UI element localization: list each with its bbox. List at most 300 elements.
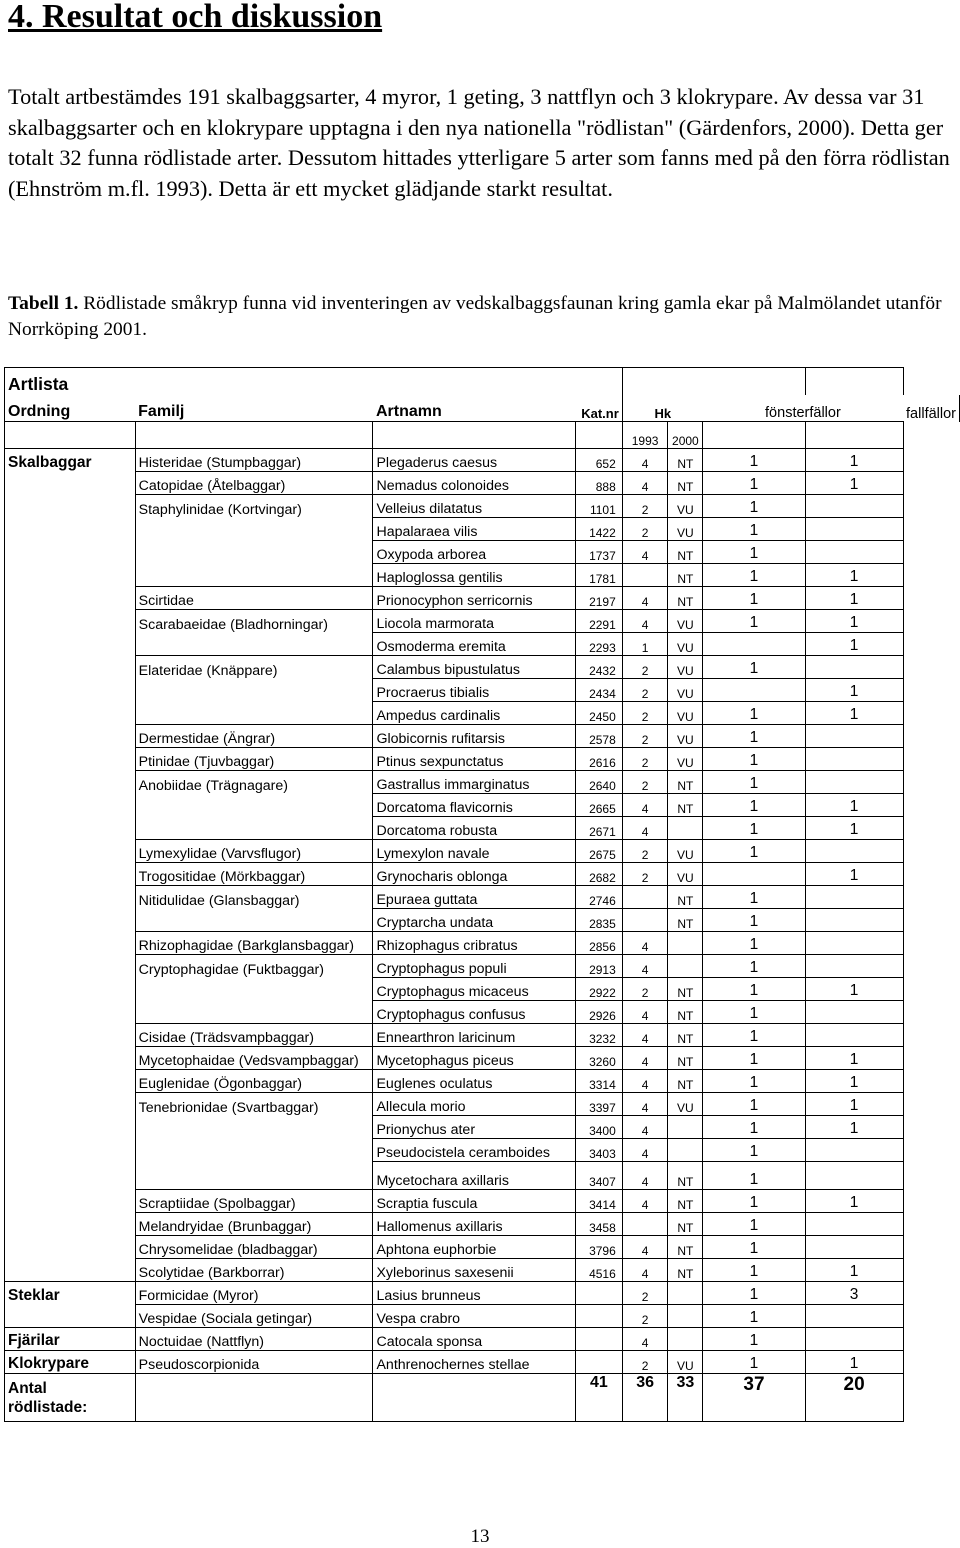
fallfallor-cell <box>805 656 903 679</box>
fallfallor-cell: 1 <box>805 817 903 840</box>
katnr-cell <box>576 1305 623 1328</box>
ordning-cell <box>5 1093 136 1116</box>
fallfallor-cell <box>805 725 903 748</box>
hk-2000-cell: NT <box>668 909 703 932</box>
fonsterfallor-cell: 1 <box>703 702 805 725</box>
fonsterfallor-cell: 1 <box>703 1024 805 1047</box>
table-row <box>5 564 960 587</box>
hk-1993-cell: 4 <box>622 1024 668 1047</box>
familj-cell: Dermestidae (Ängrar) <box>135 725 373 748</box>
table-row <box>5 656 960 679</box>
artnamn-cell: Prionocyphon serricornis <box>373 587 576 610</box>
fallfallor-cell: 1 <box>805 863 903 886</box>
table-row <box>5 610 960 633</box>
artnamn-cell: Xyleborinus saxesenii <box>373 1259 576 1282</box>
table-row <box>5 1190 960 1213</box>
artnamn-cell: Dorcatoma robusta <box>373 817 576 840</box>
fallfallor-cell <box>805 1305 903 1328</box>
katnr-cell: 2746 <box>576 886 623 909</box>
hk-1993-cell: 2 <box>622 840 668 863</box>
hk-2000-cell: VU <box>668 656 703 679</box>
fonsterfallor-cell: 1 <box>703 817 805 840</box>
familj-cell: Formicidae (Myror) <box>135 1282 373 1305</box>
hk-2000-cell: NT <box>668 541 703 564</box>
familj-cell <box>135 909 373 932</box>
table-row <box>5 1139 960 1162</box>
table-row <box>5 1236 960 1259</box>
artnamn-cell: Hallomenus axillaris <box>373 1213 576 1236</box>
hk-2000-cell: NT <box>668 886 703 909</box>
hk-2000-cell <box>668 817 703 840</box>
header-year-2000: 2000 <box>668 422 703 449</box>
table-caption <box>8 291 958 343</box>
fallfallor-cell: 1 <box>805 472 903 495</box>
hk-1993-cell: 4 <box>622 1162 668 1190</box>
hk-2000-cell <box>668 1282 703 1305</box>
hk-2000-cell: VU <box>668 702 703 725</box>
hk-2000-cell: NT <box>668 472 703 495</box>
ordning-cell <box>5 1070 136 1093</box>
ordning-cell <box>5 702 136 725</box>
fonsterfallor-cell: 1 <box>703 564 805 587</box>
artnamn-cell: Aphtona euphorbie <box>373 1236 576 1259</box>
fallfallor-cell <box>805 1139 903 1162</box>
table-row <box>5 1351 960 1374</box>
fallfallor-cell: 1 <box>805 1351 903 1374</box>
ordning-cell: Skalbaggar <box>5 449 136 472</box>
artnamn-cell: Rhizophagus cribratus <box>373 932 576 955</box>
artnamn-cell: Cryptarcha undata <box>373 909 576 932</box>
familj-cell: Euglenidae (Ögonbaggar) <box>135 1070 373 1093</box>
katnr-cell: 3407 <box>576 1162 623 1190</box>
ordning-cell <box>5 725 136 748</box>
fallfallor-cell: 3 <box>805 1282 903 1305</box>
katnr-cell: 2856 <box>576 932 623 955</box>
artnamn-cell: Ptinus sexpunctatus <box>373 748 576 771</box>
katnr-cell: 3314 <box>576 1070 623 1093</box>
katnr-cell: 2293 <box>576 633 623 656</box>
fallfallor-cell: 1 <box>805 679 903 702</box>
fallfallor-cell <box>805 1236 903 1259</box>
katnr-cell: 3796 <box>576 1236 623 1259</box>
year-row <box>5 422 960 449</box>
fonsterfallor-cell: 1 <box>703 472 805 495</box>
fonsterfallor-cell: 1 <box>703 771 805 794</box>
hk-2000-cell <box>668 1116 703 1139</box>
artnamn-cell: Hapalaraea vilis <box>373 518 576 541</box>
katnr-cell <box>576 1351 623 1374</box>
artnamn-cell: Mycetochara axillaris <box>373 1162 576 1190</box>
fallfallor-cell: 1 <box>805 610 903 633</box>
hk-1993-cell: 4 <box>622 817 668 840</box>
table-title: Artlista <box>5 368 623 395</box>
familj-cell: Trogositidae (Mörkbaggar) <box>135 863 373 886</box>
artnamn-cell: Gastrallus immarginatus <box>373 771 576 794</box>
table-row <box>5 748 960 771</box>
fallfallor-cell <box>805 840 903 863</box>
table-row <box>5 771 960 794</box>
table-row <box>5 1047 960 1070</box>
hk-1993-cell: 4 <box>622 1093 668 1116</box>
familj-cell: Tenebrionidae (Svartbaggar) <box>135 1093 373 1116</box>
ordning-cell <box>5 564 136 587</box>
hk-2000-cell <box>668 932 703 955</box>
fonsterfallor-cell: 1 <box>703 909 805 932</box>
hk-2000-cell: VU <box>668 863 703 886</box>
familj-cell: Cryptophagidae (Fuktbaggar) <box>135 955 373 978</box>
fonsterfallor-cell: 1 <box>703 840 805 863</box>
katnr-cell: 2926 <box>576 1001 623 1024</box>
familj-cell <box>135 1139 373 1162</box>
familj-cell: Cisidae (Trädsvampbaggar) <box>135 1024 373 1047</box>
hk-2000-cell <box>668 1305 703 1328</box>
fonsterfallor-cell <box>703 679 805 702</box>
table-row <box>5 886 960 909</box>
hk-1993-cell: 2 <box>622 702 668 725</box>
familj-cell <box>135 794 373 817</box>
ordning-cell <box>5 794 136 817</box>
fonsterfallor-cell: 1 <box>703 541 805 564</box>
ordning-cell: Fjärilar <box>5 1328 136 1351</box>
hk-1993-cell: 4 <box>622 587 668 610</box>
fonsterfallor-cell: 1 <box>703 1328 805 1351</box>
fallfallor-cell: 1 <box>805 1116 903 1139</box>
hk-1993-cell <box>622 1213 668 1236</box>
hk-1993-cell: 2 <box>622 978 668 1001</box>
hk-1993-cell: 4 <box>622 955 668 978</box>
ordning-cell <box>5 518 136 541</box>
fonsterfallor-cell: 1 <box>703 1139 805 1162</box>
ordning-cell: Steklar <box>5 1282 136 1305</box>
fallfallor-cell <box>805 748 903 771</box>
hk-2000-cell: NT <box>668 794 703 817</box>
ordning-cell <box>5 978 136 1001</box>
header-fonsterfallor: fönsterfällor <box>765 405 841 421</box>
title-row <box>5 368 960 395</box>
artnamn-cell: Liocola marmorata <box>373 610 576 633</box>
artnamn-cell: Allecula morio <box>373 1093 576 1116</box>
familj-cell <box>135 518 373 541</box>
fallfallor-cell: 1 <box>805 449 903 472</box>
artnamn-cell: Velleius dilatatus <box>373 495 576 518</box>
hk-2000-cell: NT <box>668 564 703 587</box>
familj-cell: Scraptiidae (Spolbaggar) <box>135 1190 373 1213</box>
table-row <box>5 1070 960 1093</box>
ordning-cell <box>5 1116 136 1139</box>
hk-1993-cell: 2 <box>622 1351 668 1374</box>
fallfallor-cell: 1 <box>805 794 903 817</box>
fonsterfallor-cell: 1 <box>703 518 805 541</box>
results-paragraph: Totalt artbestämdes 191 skalbaggsarter, 4 myror, 1 geting, 3 nattflyn och 3 klokrypare. Av dessa var 31 skalbaggsarter och en klokrypare upptagna i den nya nationella "rödlistan" (Gärdenfors, 2000). Detta ger totalt 32 funna rödlistade arter. Dessutom hittades ytterligare 5 arter som fanns med på den förra rödlistan (Ehnström m.fl. 1993). Detta är ett mycket glädjande starkt resultat. <box>8 84 950 201</box>
table-row <box>5 909 960 932</box>
familj-cell <box>135 817 373 840</box>
hk-2000-cell: VU <box>668 1093 703 1116</box>
hk-1993-cell: 4 <box>622 449 668 472</box>
artnamn-cell: Lymexylon navale <box>373 840 576 863</box>
hk-2000-cell <box>668 1139 703 1162</box>
species-table <box>4 367 960 1422</box>
fallfallor-cell <box>805 541 903 564</box>
table-row <box>5 518 960 541</box>
fonsterfallor-cell: 1 <box>703 1093 805 1116</box>
katnr-cell: 888 <box>576 472 623 495</box>
ordning-cell <box>5 840 136 863</box>
hk-1993-cell: 2 <box>622 518 668 541</box>
fonsterfallor-cell: 1 <box>703 1190 805 1213</box>
total-fonsterfallor: 37 <box>703 1374 805 1422</box>
katnr-cell: 3414 <box>576 1190 623 1213</box>
table-row <box>5 978 960 1001</box>
katnr-cell: 2434 <box>576 679 623 702</box>
hk-1993-cell: 4 <box>622 610 668 633</box>
hk-1993-cell: 2 <box>622 495 668 518</box>
familj-cell: Staphylinidae (Kortvingar) <box>135 495 373 518</box>
page-number: 13 <box>470 1526 490 1547</box>
artnamn-cell: Prionychus ater <box>373 1116 576 1139</box>
table-row <box>5 495 960 518</box>
katnr-cell: 2640 <box>576 771 623 794</box>
totals-label: Antal rödlistade: <box>5 1374 136 1422</box>
hk-2000-cell <box>668 955 703 978</box>
katnr-cell: 652 <box>576 449 623 472</box>
header-year-1993: 1993 <box>622 422 668 449</box>
table-row <box>5 1001 960 1024</box>
familj-cell <box>135 541 373 564</box>
fonsterfallor-cell: 1 <box>703 748 805 771</box>
artnamn-cell: Haploglossa gentilis <box>373 564 576 587</box>
total-kat: 41 <box>576 1374 623 1422</box>
ordning-cell <box>5 541 136 564</box>
hk-1993-cell: 4 <box>622 794 668 817</box>
hk-2000-cell: VU <box>668 495 703 518</box>
hk-1993-cell: 2 <box>622 679 668 702</box>
totals-row <box>5 1374 960 1422</box>
fallfallor-cell: 1 <box>805 1093 903 1116</box>
fallfallor-cell <box>805 495 903 518</box>
hk-2000-cell: VU <box>668 518 703 541</box>
hk-2000-cell: NT <box>668 1070 703 1093</box>
fallfallor-cell <box>805 1162 903 1190</box>
fonsterfallor-cell: 1 <box>703 1070 805 1093</box>
hk-1993-cell: 1 <box>622 633 668 656</box>
fallfallor-cell: 1 <box>805 633 903 656</box>
table-row <box>5 472 960 495</box>
katnr-cell: 1422 <box>576 518 623 541</box>
ordning-cell <box>5 472 136 495</box>
familj-cell: Ptinidae (Tjuvbaggar) <box>135 748 373 771</box>
header-ordning: Ordning <box>5 395 136 422</box>
fallfallor-cell <box>805 955 903 978</box>
table-row <box>5 1162 960 1190</box>
ordning-cell <box>5 748 136 771</box>
katnr-cell: 1781 <box>576 564 623 587</box>
hk-1993-cell <box>622 886 668 909</box>
katnr-cell: 2197 <box>576 587 623 610</box>
hk-1993-cell: 2 <box>622 1282 668 1305</box>
hk-1993-cell: 4 <box>622 1328 668 1351</box>
hk-2000-cell: NT <box>668 1259 703 1282</box>
hk-2000-cell: NT <box>668 449 703 472</box>
hk-2000-cell: NT <box>668 978 703 1001</box>
familj-cell: Lymexylidae (Varvsflugor) <box>135 840 373 863</box>
katnr-cell: 2432 <box>576 656 623 679</box>
familj-cell <box>135 978 373 1001</box>
katnr-cell: 4516 <box>576 1259 623 1282</box>
ordning-cell <box>5 587 136 610</box>
hk-1993-cell: 4 <box>622 1116 668 1139</box>
hk-2000-cell: VU <box>668 840 703 863</box>
hk-2000-cell: VU <box>668 725 703 748</box>
ordning-cell <box>5 932 136 955</box>
fonsterfallor-cell: 1 <box>703 1213 805 1236</box>
katnr-cell: 2675 <box>576 840 623 863</box>
hk-1993-cell: 4 <box>622 1190 668 1213</box>
artnamn-cell: Cryptophagus micaceus <box>373 978 576 1001</box>
table-row <box>5 541 960 564</box>
header-row <box>5 395 960 422</box>
katnr-cell: 2291 <box>576 610 623 633</box>
ordning-cell <box>5 909 136 932</box>
katnr-cell <box>576 1282 623 1305</box>
katnr-cell: 2665 <box>576 794 623 817</box>
fonsterfallor-cell: 1 <box>703 495 805 518</box>
ordning-cell <box>5 863 136 886</box>
familj-cell: Scarabaeidae (Bladhorningar) <box>135 610 373 633</box>
familj-cell: Catopidae (Åtelbaggar) <box>135 472 373 495</box>
fonsterfallor-cell: 1 <box>703 978 805 1001</box>
table-row <box>5 633 960 656</box>
hk-2000-cell: VU <box>668 679 703 702</box>
ordning-cell <box>5 771 136 794</box>
katnr-cell: 2671 <box>576 817 623 840</box>
familj-cell <box>135 564 373 587</box>
header-kat: Kat.nr <box>581 406 619 421</box>
ordning-cell <box>5 1213 136 1236</box>
fonsterfallor-cell: 1 <box>703 1236 805 1259</box>
familj-cell <box>135 1116 373 1139</box>
total-2000: 33 <box>668 1374 703 1422</box>
header-familj: Familj <box>138 403 185 420</box>
hk-2000-cell: VU <box>668 633 703 656</box>
hk-1993-cell: 4 <box>622 1259 668 1282</box>
table-row <box>5 449 960 472</box>
fonsterfallor-cell <box>703 863 805 886</box>
familj-cell: Melandryidae (Brunbaggar) <box>135 1213 373 1236</box>
artnamn-cell: Anthrenochernes stellae <box>373 1351 576 1374</box>
katnr-cell: 2578 <box>576 725 623 748</box>
total-fallfallor: 20 <box>805 1374 903 1422</box>
katnr-cell: 1101 <box>576 495 623 518</box>
fallfallor-cell: 1 <box>805 587 903 610</box>
hk-1993-cell <box>622 564 668 587</box>
hk-2000-cell <box>668 1328 703 1351</box>
ordning-cell <box>5 1139 136 1162</box>
header-hk: Hk <box>622 395 703 422</box>
ordning-cell <box>5 1024 136 1047</box>
table-row <box>5 1116 960 1139</box>
table-row <box>5 1213 960 1236</box>
fallfallor-cell <box>805 909 903 932</box>
fonsterfallor-cell: 1 <box>703 794 805 817</box>
hk-1993-cell: 4 <box>622 1139 668 1162</box>
familj-cell: Histeridae (Stumpbaggar) <box>135 449 373 472</box>
familj-cell <box>135 702 373 725</box>
familj-cell: Scirtidae <box>135 587 373 610</box>
hk-1993-cell: 4 <box>622 1070 668 1093</box>
table-row <box>5 817 960 840</box>
fonsterfallor-cell: 1 <box>703 725 805 748</box>
artnamn-cell: Scraptia fuscula <box>373 1190 576 1213</box>
ordning-cell <box>5 495 136 518</box>
fallfallor-cell <box>805 518 903 541</box>
ordning-cell <box>5 633 136 656</box>
familj-cell: Scolytidae (Barkborrar) <box>135 1259 373 1282</box>
artnamn-cell: Euglenes oculatus <box>373 1070 576 1093</box>
table-row <box>5 932 960 955</box>
section-heading: 4. Resultat och diskussion <box>8 0 383 35</box>
artnamn-cell: Mycetophagus piceus <box>373 1047 576 1070</box>
ordning-cell <box>5 1190 136 1213</box>
familj-cell <box>135 1001 373 1024</box>
fallfallor-cell: 1 <box>805 1070 903 1093</box>
katnr-cell: 3403 <box>576 1139 623 1162</box>
hk-1993-cell: 2 <box>622 656 668 679</box>
fallfallor-cell: 1 <box>805 564 903 587</box>
fonsterfallor-cell: 1 <box>703 955 805 978</box>
artnamn-cell: Globicornis rufitarsis <box>373 725 576 748</box>
katnr-cell: 2913 <box>576 955 623 978</box>
katnr-cell: 1737 <box>576 541 623 564</box>
fonsterfallor-cell: 1 <box>703 1305 805 1328</box>
fallfallor-cell: 1 <box>805 978 903 1001</box>
table-row <box>5 1305 960 1328</box>
fallfallor-cell: 1 <box>805 1190 903 1213</box>
hk-1993-cell: 2 <box>622 1305 668 1328</box>
ordning-cell <box>5 955 136 978</box>
familj-cell <box>135 633 373 656</box>
table-row <box>5 1282 960 1305</box>
ordning-cell <box>5 1259 136 1282</box>
fallfallor-cell <box>805 932 903 955</box>
fonsterfallor-cell: 1 <box>703 1351 805 1374</box>
table-row <box>5 794 960 817</box>
fonsterfallor-cell: 1 <box>703 932 805 955</box>
total-1993: 36 <box>622 1374 668 1422</box>
ordning-cell <box>5 1305 136 1328</box>
artnamn-cell: Procraerus tibialis <box>373 679 576 702</box>
familj-cell <box>135 679 373 702</box>
artnamn-cell: Calambus bipustulatus <box>373 656 576 679</box>
familj-cell: Chrysomelidae (bladbaggar) <box>135 1236 373 1259</box>
table-row <box>5 1328 960 1351</box>
fallfallor-cell <box>805 1024 903 1047</box>
artnamn-cell: Oxypoda arborea <box>373 541 576 564</box>
fonsterfallor-cell: 1 <box>703 886 805 909</box>
familj-cell: Rhizophagidae (Barkglansbaggar) <box>135 932 373 955</box>
table-caption-text: Rödlistade småkryp funna vid inventeringen av vedskalbaggsfaunan kring gamla ekar på Malmölandet utanför Norrköping 2001. <box>8 293 942 340</box>
artnamn-cell: Nemadus colonoides <box>373 472 576 495</box>
ordning-cell <box>5 656 136 679</box>
artnamn-cell: Catocala sponsa <box>373 1328 576 1351</box>
katnr-cell: 2682 <box>576 863 623 886</box>
ordning-cell <box>5 817 136 840</box>
ordning-cell <box>5 1001 136 1024</box>
ordning-cell <box>5 1162 136 1190</box>
artnamn-cell: Cryptophagus populi <box>373 955 576 978</box>
hk-1993-cell: 4 <box>622 1001 668 1024</box>
ordning-cell: Klokrypare <box>5 1351 136 1374</box>
hk-1993-cell: 4 <box>622 1236 668 1259</box>
